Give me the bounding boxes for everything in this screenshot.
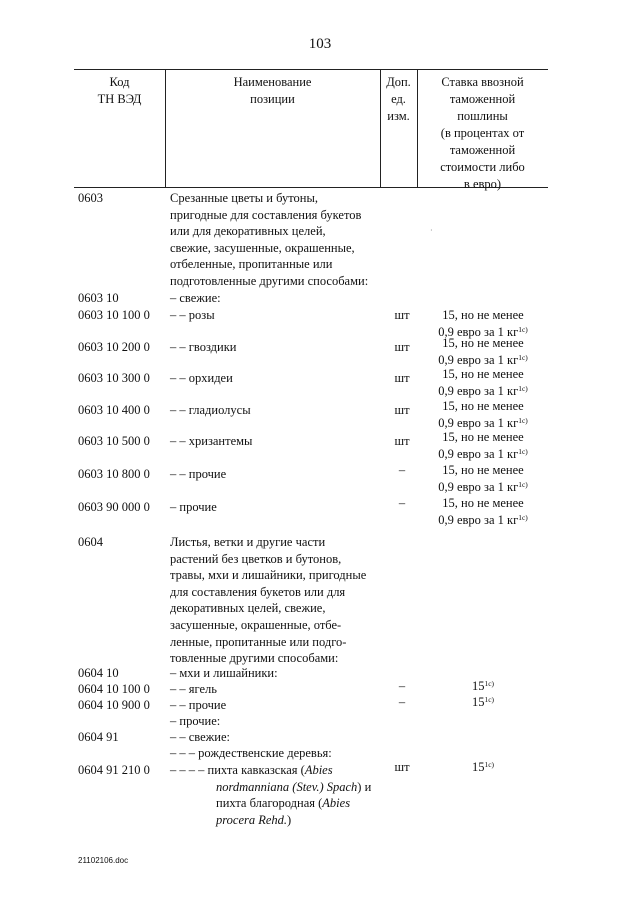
row-code: 0604 10 100 0: [78, 682, 150, 696]
row-unit: шт: [394, 403, 410, 417]
row-code: 0603 10: [78, 291, 119, 305]
row-code: 0604 10 900 0: [78, 698, 150, 712]
row-rate: $15^{1с)}$: [471, 695, 495, 709]
row-code: 0603 10 500 0: [78, 434, 150, 448]
row-code: 0603 10 200 0: [78, 340, 150, 354]
row-unit: шт: [394, 308, 410, 322]
row-rate: 15, но не менее 0,9 евро за 1 $кг^{1с)}$: [438, 399, 528, 430]
header-name: Наименование позиции: [233, 75, 312, 106]
row-code: 0603 90 000 0: [78, 500, 150, 514]
page-number: 103: [308, 36, 332, 52]
row-unit: –: [398, 463, 406, 477]
row-rate: $15^{1с)}$: [471, 679, 495, 693]
row-name: – прочие: [170, 500, 217, 514]
table-top-rule: [74, 69, 548, 70]
row-unit: –: [398, 496, 406, 510]
row-code: 0603 10 800 0: [78, 467, 150, 481]
row-name: – – свежие:: [170, 730, 231, 744]
footer-filename: 21102106.doc: [78, 856, 129, 865]
row-code: 0603 10 300 0: [78, 371, 150, 385]
row-unit: шт: [394, 760, 410, 774]
row-name: – – орхидеи: [170, 371, 233, 385]
row-rate: 15, но не менее 0,9 евро за 1 $кг^{1с)}$: [438, 463, 528, 494]
scan-speck: ·: [430, 226, 433, 235]
row-name: – прочие:: [170, 714, 221, 728]
row-unit: шт: [394, 434, 410, 448]
row-name: – мхи и лишайники:: [170, 666, 278, 680]
row-unit: –: [398, 695, 406, 709]
row-unit: –: [398, 679, 406, 693]
row-name: – свежие:: [170, 291, 221, 305]
row-unit: шт: [394, 340, 410, 354]
row-code: 0604 10: [78, 666, 119, 680]
header-rate: Ставка ввозной таможенной пошлины (в процентах от таможенной стоимости либо в евро): [440, 75, 525, 191]
row-code: 0604: [78, 535, 103, 549]
header-unit: Доп. ед. изм.: [386, 75, 411, 123]
header-code: Код ТН ВЭД: [97, 75, 142, 106]
row-code: 0604 91: [78, 730, 119, 744]
row-name: – – хризантемы: [170, 434, 253, 448]
row-rate: 15, но не менее 0,9 евро за 1 $кг^{1с)}$: [438, 367, 528, 398]
row-code: 0603 10 400 0: [78, 403, 150, 417]
row-rate: 15, но не менее 0,9 евро за 1 $кг^{1с)}$: [438, 430, 528, 461]
row-name: – – прочие: [170, 698, 227, 712]
row-rate: 15, но не менее 0,9 евро за 1 $кг^{1с)}$: [438, 308, 528, 339]
row-rate: $15^{1с)}$: [471, 760, 495, 774]
row-code: 0604 91 210 0: [78, 763, 150, 777]
row-name: – – – – пихта кавказская (Abies nordmanniana (Stev.) Spach) и пихта благородная (Abies procera Rehd.): [170, 763, 372, 827]
row-name: Срезанные цветы и бутоны, пригодные для составления букетов или для декоративных целей, свежие, засушенные, окрашенные, отбеленные, пропитанные или подготовленные другими способами:: [170, 191, 369, 288]
row-rate: 15, но не менее 0,9 евро за 1 $кг^{1с)}$: [438, 496, 528, 527]
row-name: – – ягель: [170, 682, 217, 696]
row-name: – – – рождественские деревья:: [170, 746, 332, 760]
row-code: 0603 10 100 0: [78, 308, 150, 322]
row-rate: 15, но не менее 0,9 евро за 1 $кг^{1с)}$: [438, 336, 528, 367]
row-code: 0603: [78, 191, 103, 205]
row-name: – – розы: [170, 308, 215, 322]
row-unit: шт: [394, 371, 410, 385]
row-name: – – прочие: [170, 467, 227, 481]
row-name: – – гладиолусы: [170, 403, 251, 417]
row-name: Листья, ветки и другие части растений без цветков и бутонов, травы, мхи и лишайники, пригодные для составления букетов или для декоративных целей, свежие, засушенные, окрашенные, отбе- ленные, пропитанные или подго- товленные другими способами:: [170, 535, 367, 666]
row-name: – – гвоздики: [170, 340, 237, 354]
